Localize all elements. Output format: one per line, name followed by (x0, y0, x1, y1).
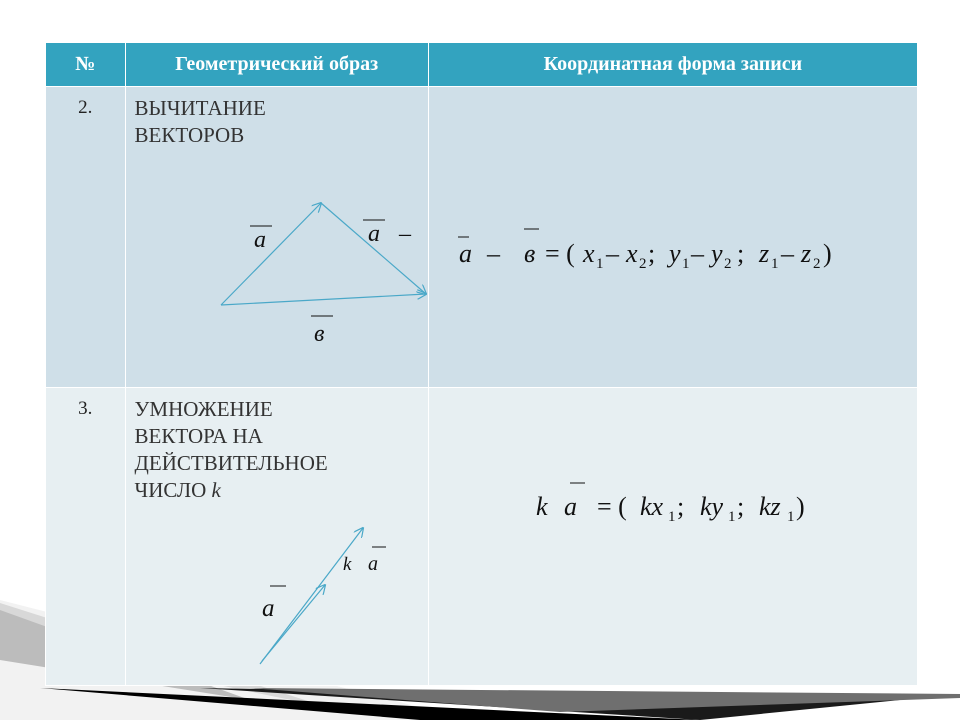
cell-coordinate (428, 87, 917, 388)
label-k: k (342, 554, 351, 575)
formula-z1: z (758, 239, 769, 268)
formula-sub: 1 (667, 509, 676, 525)
formula-y2: y (710, 239, 723, 268)
formula-minus: – (780, 239, 794, 268)
title-line: ВЕКТОРА НА (134, 424, 263, 448)
formula-eq: = ( (544, 239, 575, 268)
formula-close: ) (795, 492, 805, 521)
formula-x1: x (582, 239, 595, 268)
formula-x2: x (625, 239, 638, 268)
title-line: ВЕКТОРОВ (134, 123, 245, 147)
formula-minus: – (605, 239, 619, 268)
formula-kx: kx (639, 492, 663, 521)
multiplication-diagram (126, 388, 429, 685)
header-row (46, 43, 918, 87)
multiplication-formula (429, 388, 920, 685)
formula-sub: 2 (638, 256, 647, 272)
formula-sub: 2 (812, 256, 821, 272)
header-geometric: Геометрический образ (125, 43, 428, 87)
formula-minus: – (486, 239, 500, 268)
label-ka: a (367, 553, 378, 575)
title-line: ДЕЙСТВИТЕЛЬНОЕ (134, 451, 328, 475)
cell-num (46, 87, 126, 388)
formula-k: k (535, 492, 548, 521)
label-a: a (261, 595, 275, 622)
formula-sub: 1 (595, 256, 604, 272)
subtraction-diagram (126, 87, 429, 387)
formula-semicolon: ; (647, 239, 655, 268)
formula-semicolon: ; (736, 492, 744, 521)
formula-semicolon: ; (736, 239, 744, 268)
vector-b-arrow (221, 294, 426, 305)
vector-ka-arrow (260, 528, 363, 664)
label-a: a (253, 227, 266, 253)
formula-z2: z (800, 239, 811, 268)
table-row-subtraction (46, 87, 918, 388)
row-number: 2. (78, 97, 93, 118)
formula-a: a (458, 239, 472, 268)
formula-ky: ky (699, 492, 723, 521)
title-line: УМНОЖЕНИЕ (134, 397, 273, 421)
label-diff-minus: – (398, 221, 411, 247)
cell-geometric (125, 388, 428, 686)
cell-geometric (125, 87, 428, 388)
vector-operations-table (45, 42, 918, 686)
vector-diff-arrow (321, 203, 426, 294)
label-diff-a: a (367, 221, 380, 247)
formula-kz: kz (758, 492, 781, 521)
label-b: в (313, 321, 324, 347)
vector-a-arrow (221, 203, 321, 305)
formula-sub: 1 (727, 509, 736, 525)
formula-b: в (523, 239, 536, 268)
table-row-multiplication (46, 388, 918, 686)
cell-coordinate (428, 388, 917, 686)
formula-sub: 2 (723, 256, 732, 272)
formula-semicolon: ; (676, 492, 684, 521)
formula-sub: 1 (786, 509, 795, 525)
formula-eq: = ( (596, 492, 627, 521)
formula-sub: 1 (681, 256, 690, 272)
title-line: ЧИСЛО (134, 478, 207, 502)
formula-a: a (563, 492, 577, 521)
formula-y1: y (668, 239, 681, 268)
formula-close: ) (822, 239, 832, 268)
cell-num (46, 388, 126, 686)
formula-sub: 1 (770, 256, 779, 272)
subtraction-formula (429, 87, 920, 387)
header-num: № (46, 43, 126, 87)
formula-minus: – (690, 239, 704, 268)
title-line: ВЫЧИТАНИЕ (134, 96, 266, 120)
title-k: k (211, 478, 221, 502)
header-coordinate: Координатная форма записи (428, 43, 917, 87)
row-number: 3. (78, 398, 93, 419)
